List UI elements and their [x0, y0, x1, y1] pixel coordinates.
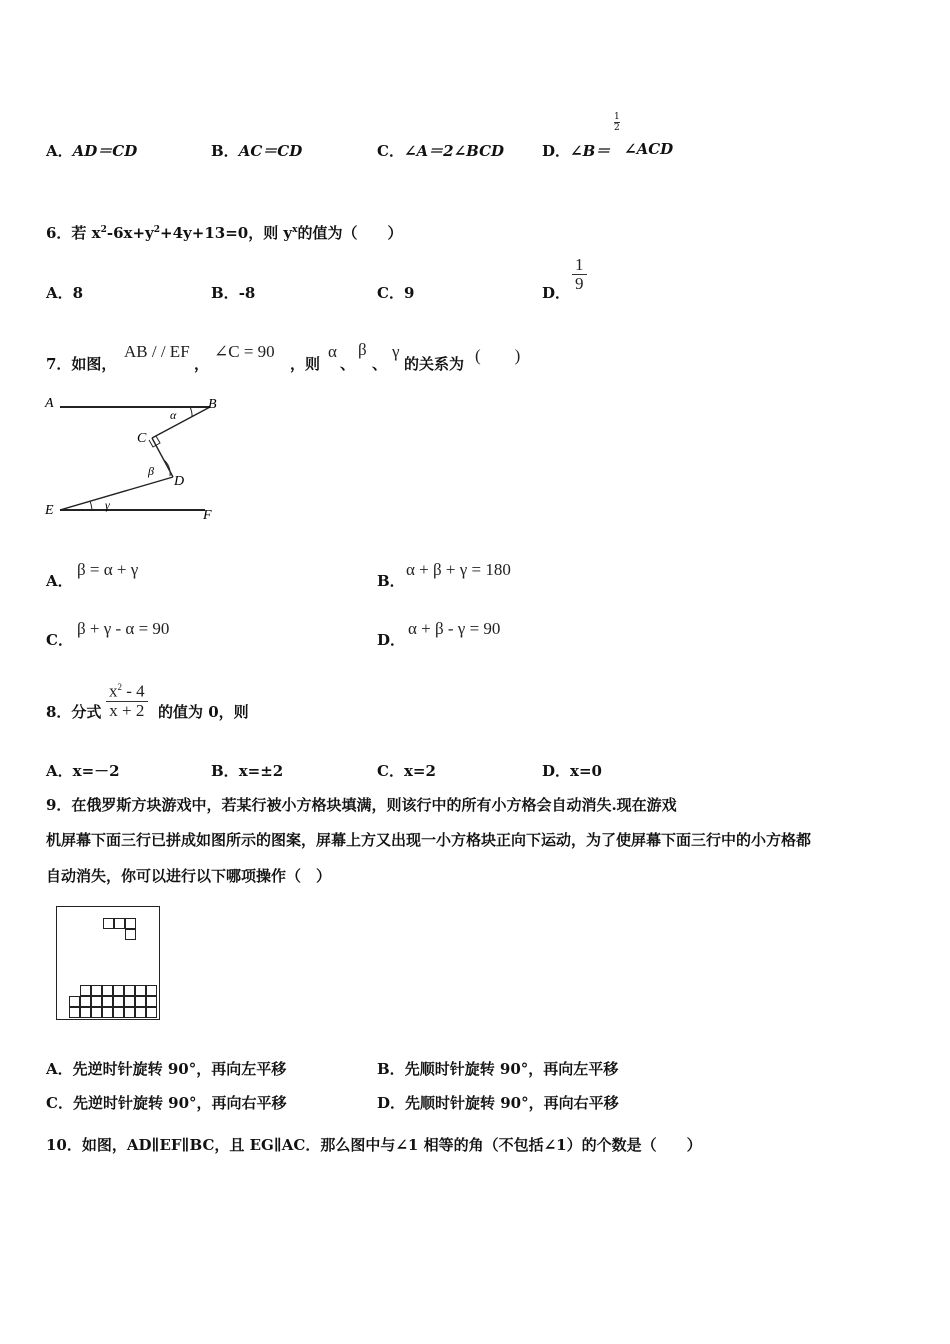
q6-option-c[interactable]: C．9 [377, 284, 415, 302]
tetris-block [91, 1007, 102, 1018]
label-a: A [45, 396, 54, 411]
tetris-block [125, 918, 136, 929]
tetris-block [124, 996, 135, 1007]
q7-option-a-expr: β = α + γ [77, 560, 139, 579]
q7-option-d-expr: α + β - γ = 90 [408, 619, 501, 638]
q7-angle-expr: ∠C = 90 [214, 342, 275, 361]
q8-option-d[interactable]: D．x=0 [542, 762, 602, 780]
tetris-block [114, 918, 125, 929]
q6-option-d-fraction: $\frac{1}{9}$ [572, 256, 587, 293]
q5-option-d-fraction: $\frac{1}{2}$ [614, 112, 620, 133]
label-d: D [174, 474, 185, 489]
q7-gamma: γ [392, 342, 400, 361]
tetris-block [80, 985, 91, 996]
q7-answer-paren: ( ) [475, 346, 521, 365]
tetris-block [80, 996, 91, 1007]
q6-stem: 6．若 $x^2-6x+y^2+4y+13=0$，则 $y^x$的值为（ ） [46, 224, 403, 242]
q7-stem-suffix: 的关系为 [404, 355, 465, 373]
tetris-block [125, 929, 136, 940]
tetris-block [102, 996, 113, 1007]
q9-stem-line2: 机屏幕下面三行已拼成如图所示的图案，屏幕上方又出现一小方格块正向下运动，为了使屏幕下面三行中的小方格都 [46, 831, 812, 849]
tetris-block [113, 1007, 124, 1018]
tetris-block [135, 996, 146, 1007]
q9-tetris-screen [56, 906, 160, 1020]
q10-stem: 10．如图，AD∥EF∥BC，且 EG∥AC．那么图中与∠1 相等的角（不包括∠1）的个数是（ ） [46, 1136, 702, 1154]
tetris-block [69, 1007, 80, 1018]
q8-option-c[interactable]: C．x=2 [377, 762, 436, 780]
label-c: C [137, 431, 147, 446]
q9-option-a[interactable]: A．先逆时针旋转 90°，再向左平移 [46, 1060, 287, 1078]
alpha-arc [190, 407, 192, 417]
q9-option-c[interactable]: C．先逆时针旋转 90°，再向右平移 [46, 1094, 287, 1112]
tetris-block [124, 985, 135, 996]
tetris-block [146, 996, 157, 1007]
q8-option-a[interactable]: A．x=－2 [46, 762, 120, 780]
q7-option-c[interactable]: C． [46, 631, 73, 649]
q7-option-b[interactable]: B． [377, 572, 405, 590]
q5-option-d[interactable]: D．∠B＝ [542, 142, 611, 160]
tetris-block [91, 996, 102, 1007]
segment-de [60, 477, 173, 510]
tetris-block [102, 1007, 113, 1018]
q8-stem-prefix: 8．分式 [46, 703, 102, 721]
q7-dun2: 、 [372, 355, 388, 373]
q7-sep2: ，则 [290, 355, 321, 373]
q7-figure [40, 390, 240, 525]
q7-alpha: α [328, 342, 337, 361]
q6-option-b[interactable]: B．-8 [211, 284, 256, 302]
label-b: B [208, 397, 217, 412]
q6-option-d[interactable]: D． [542, 284, 571, 302]
segment-bc [152, 407, 210, 438]
q7-sep1: ， [194, 355, 210, 373]
q9-option-b[interactable]: B．先顺时针旋转 90°，再向左平移 [377, 1060, 619, 1078]
q9-option-d[interactable]: D．先顺时针旋转 90°，再向右平移 [377, 1094, 619, 1112]
label-gamma: γ [105, 498, 110, 512]
q7-option-d[interactable]: D． [377, 631, 406, 649]
q7-option-a[interactable]: A． [46, 572, 73, 590]
q5-option-a[interactable]: A．AD＝CD [46, 142, 138, 160]
tetris-block [124, 1007, 135, 1018]
q7-option-b-expr: α + β + γ = 180 [406, 560, 511, 579]
q7-beta: β [358, 340, 367, 359]
label-alpha: α [170, 408, 177, 422]
tetris-block [103, 918, 114, 929]
tetris-block [91, 985, 102, 996]
tetris-block [113, 996, 124, 1007]
tetris-block [102, 985, 113, 996]
q7-option-c-expr: β + γ - α = 90 [77, 619, 170, 638]
q5-option-d-tail: ∠ACD [624, 140, 674, 158]
q9-stem-line3: 自动消失，你可以进行以下哪项操作（ ） [46, 867, 332, 885]
q8-fraction: $\frac{x^2 - 4}{x + 2}$ [106, 678, 148, 720]
tetris-block [146, 985, 157, 996]
q7-dun1: 、 [340, 355, 356, 373]
q7-parallel-expr: AB / / EF [124, 342, 190, 361]
q6-option-a[interactable]: A．8 [46, 284, 84, 302]
tetris-block [113, 985, 124, 996]
q5-option-b[interactable]: B．AC＝CD [211, 142, 303, 160]
label-f: F [203, 508, 212, 523]
q9-stem-line1: 9．在俄罗斯方块游戏中，若某行被小方格块填满，则该行中的所有小方格会自动消失.现在游戏 [46, 796, 677, 814]
tetris-block [80, 1007, 91, 1018]
label-beta: β [148, 464, 154, 478]
gamma-arc [90, 501, 92, 510]
q5-option-c[interactable]: C．∠A＝2∠BCD [377, 142, 505, 160]
tetris-block [135, 985, 146, 996]
tetris-block [135, 1007, 146, 1018]
q7-stem-prefix: 7．如图， [46, 355, 117, 373]
label-e: E [45, 503, 54, 518]
q8-option-b[interactable]: B．x=±2 [211, 762, 284, 780]
q8-stem-suffix: 的值为 0，则 [158, 703, 249, 721]
tetris-block [69, 996, 80, 1007]
tetris-block [146, 1007, 157, 1018]
